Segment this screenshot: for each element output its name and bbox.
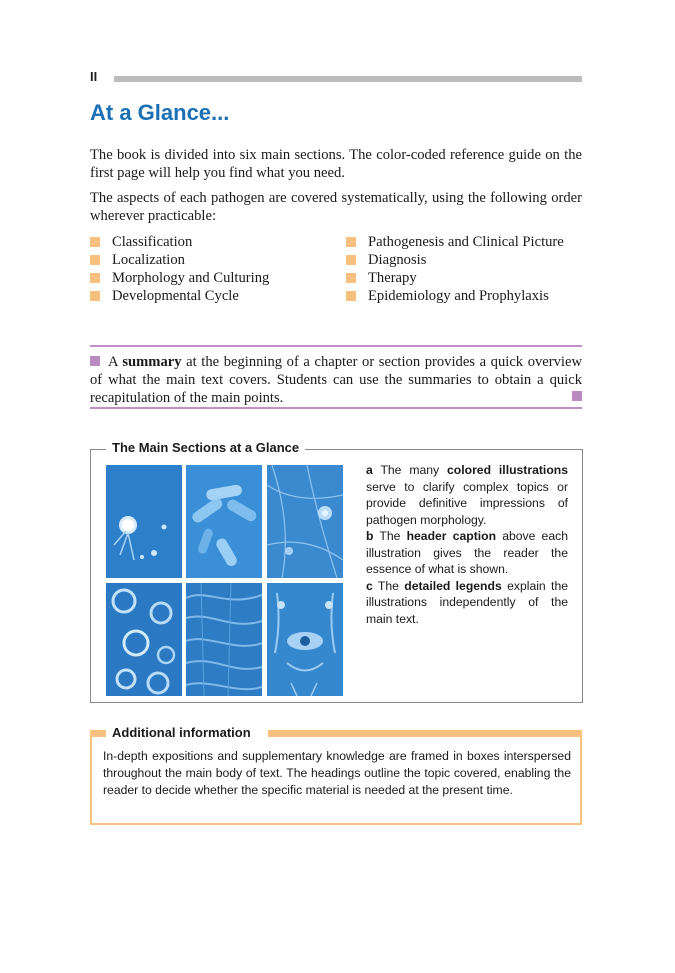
header-rule [114, 76, 582, 82]
legend-item-a: a The many colored illustrations serve to clarify complex topics or provide definitive impressions of pathogen morphology. [366, 463, 568, 527]
micrograph-image [186, 583, 262, 696]
intro-paragraph-2: The aspects of each pathogen are covered systematically, using the following order wherever practicable: [90, 190, 582, 224]
square-bullet-icon [90, 255, 100, 265]
page-number: II [90, 69, 98, 84]
page-title: At a Glance... [90, 100, 230, 125]
legend-item-b: b The header caption above each illustration gives the reader the essence of what is shown. [366, 529, 568, 576]
micrograph-image [186, 465, 262, 578]
micrograph-image [106, 465, 182, 578]
micrograph-image [267, 583, 343, 696]
square-bullet-icon [346, 291, 356, 301]
info-box-text: In-depth expositions and supplementary knowledge are framed in boxes interspersed throughout the main body of text. The headings outline the topic covered, enabling the reader to decide whether the specific material is needed at the present time. [103, 749, 571, 797]
intro-paragraph-1: The book is divided into six main sections. The color-coded reference guide on the first page will help you find what you need. [90, 147, 582, 181]
aspect-list: Classification Localization Morphology and Culturing Developmental Cycle Pathogenesis and Clinical Picture Diagnosis Therapy Epidemiology and Prophylaxis [90, 233, 582, 309]
square-bullet-icon [90, 291, 100, 301]
square-bullet-icon [346, 255, 356, 265]
micrograph-image [267, 465, 343, 578]
square-bullet-icon [90, 237, 100, 247]
summary-end-icon [572, 391, 582, 401]
square-bullet-icon [346, 237, 356, 247]
square-bullet-icon [346, 273, 356, 283]
main-sections-title: The Main Sections at a Glance [106, 440, 305, 455]
summary-text: A summary at the beginning of a chapter or section provides a quick overview of what the main text covers. Students can use the summaries to obtain a quick recapitulation of the main points. [90, 354, 582, 406]
legend-item-c: c The detailed legends explain the illustrations independently of the main text. [366, 578, 568, 626]
info-box-title: Additional information [112, 725, 251, 740]
summary-start-icon [90, 356, 100, 366]
summary-box [90, 345, 582, 409]
micrograph-image [106, 583, 182, 696]
square-bullet-icon [90, 273, 100, 283]
illustration-legend [366, 462, 568, 627]
